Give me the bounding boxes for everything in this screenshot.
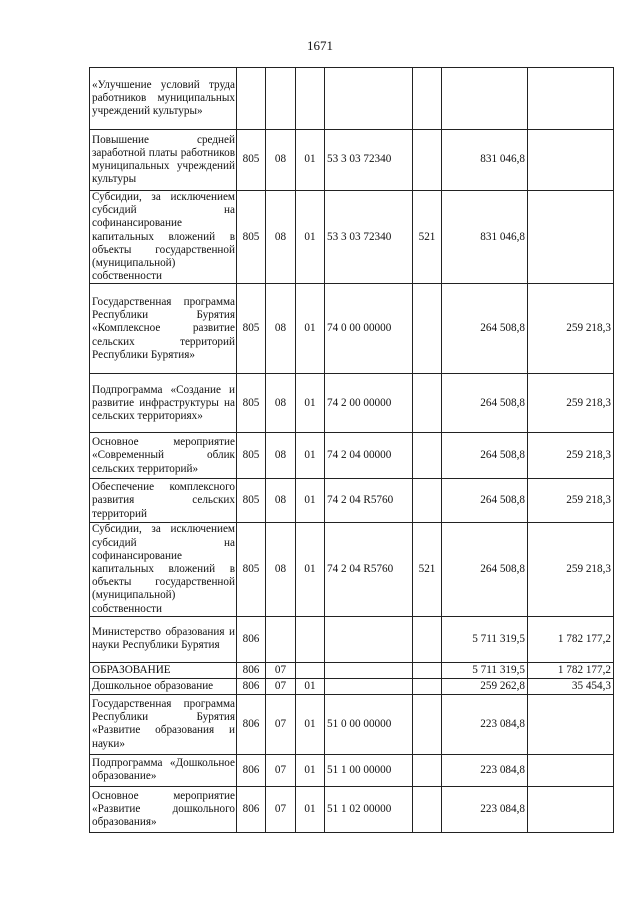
row-vr: 521 — [413, 523, 442, 616]
row-pr: 01 — [296, 754, 325, 786]
row-ved: 806 — [237, 662, 266, 678]
row-csr — [325, 616, 413, 662]
row-rz — [266, 616, 296, 662]
table-row — [90, 130, 614, 191]
table-row — [90, 662, 614, 678]
row-sum2 — [528, 754, 614, 786]
row-ved — [237, 68, 266, 130]
row-name: Повышение средней заработной платы работников муниципальных учреждений культуры — [90, 130, 237, 191]
row-csr: 51 1 00 00000 — [325, 754, 413, 786]
row-vr — [413, 786, 442, 832]
row-name: Подпрограмма «Создание и развитие инфраструктуры на сельских территориях» — [90, 374, 237, 433]
row-sum2: 1 782 177,2 — [528, 662, 614, 678]
row-vr — [413, 130, 442, 191]
row-ved: 805 — [237, 191, 266, 284]
row-rz: 08 — [266, 191, 296, 284]
row-rz: 08 — [266, 479, 296, 523]
table-row — [90, 479, 614, 523]
row-ved: 805 — [237, 433, 266, 479]
row-name: «Улучшение условий труда работников муниципальных учреждений культуры» — [90, 68, 237, 130]
row-ved: 805 — [237, 284, 266, 374]
row-csr: 53 3 03 72340 — [325, 130, 413, 191]
row-sum2 — [528, 191, 614, 284]
row-sum2: 35 454,3 — [528, 678, 614, 694]
row-sum2: 259 218,3 — [528, 523, 614, 616]
row-csr: 74 2 00 00000 — [325, 374, 413, 433]
row-sum1: 5 711 319,5 — [442, 616, 528, 662]
row-sum1: 264 508,8 — [442, 374, 528, 433]
row-sum2: 1 782 177,2 — [528, 616, 614, 662]
row-pr: 01 — [296, 678, 325, 694]
row-name: Подпрограмма «Дошкольное образование» — [90, 754, 237, 786]
table-row — [90, 191, 614, 284]
row-pr: 01 — [296, 130, 325, 191]
row-sum2 — [528, 786, 614, 832]
table-row — [90, 374, 614, 433]
row-csr — [325, 678, 413, 694]
row-rz: 08 — [266, 374, 296, 433]
row-csr: 74 2 04 R5760 — [325, 479, 413, 523]
row-pr: 01 — [296, 786, 325, 832]
row-csr: 51 0 00 00000 — [325, 694, 413, 754]
row-vr — [413, 433, 442, 479]
row-sum1: 831 046,8 — [442, 191, 528, 284]
row-pr — [296, 662, 325, 678]
row-name: Основное мероприятие «Современный облик сельских территорий» — [90, 433, 237, 479]
row-pr: 01 — [296, 694, 325, 754]
table-row — [90, 786, 614, 832]
row-rz: 08 — [266, 433, 296, 479]
row-rz: 07 — [266, 786, 296, 832]
row-sum1: 264 508,8 — [442, 284, 528, 374]
budget-table — [89, 67, 614, 833]
row-pr — [296, 616, 325, 662]
row-sum1: 264 508,8 — [442, 433, 528, 479]
row-sum1: 264 508,8 — [442, 479, 528, 523]
row-vr — [413, 479, 442, 523]
row-name: Государственная программа Республики Бурятия «Комплексное развитие сельских территорий Республики Бурятия» — [90, 284, 237, 374]
row-rz: 08 — [266, 130, 296, 191]
row-sum1: 831 046,8 — [442, 130, 528, 191]
row-sum1: 5 711 319,5 — [442, 662, 528, 678]
row-rz: 08 — [266, 523, 296, 616]
row-csr: 53 3 03 72340 — [325, 191, 413, 284]
row-sum2 — [528, 130, 614, 191]
row-sum1: 223 084,8 — [442, 694, 528, 754]
row-pr — [296, 68, 325, 130]
table-row — [90, 433, 614, 479]
row-ved: 805 — [237, 374, 266, 433]
row-ved: 806 — [237, 694, 266, 754]
row-sum1: 223 084,8 — [442, 754, 528, 786]
row-pr: 01 — [296, 374, 325, 433]
row-name: Основное мероприятие «Развитие дошкольного образования» — [90, 786, 237, 832]
row-vr — [413, 694, 442, 754]
row-rz — [266, 68, 296, 130]
row-rz: 07 — [266, 678, 296, 694]
row-ved: 805 — [237, 479, 266, 523]
row-vr — [413, 284, 442, 374]
row-csr: 51 1 02 00000 — [325, 786, 413, 832]
row-vr — [413, 374, 442, 433]
row-name: Субсидии, за исключением субсидий на софинансирование капитальных вложений в объекты государственной (муниципальной) собственности — [90, 191, 237, 284]
row-ved: 806 — [237, 754, 266, 786]
row-rz: 07 — [266, 754, 296, 786]
row-pr: 01 — [296, 479, 325, 523]
row-vr — [413, 754, 442, 786]
table-row — [90, 284, 614, 374]
row-csr: 74 2 04 00000 — [325, 433, 413, 479]
row-sum2: 259 218,3 — [528, 284, 614, 374]
row-sum1: 259 262,8 — [442, 678, 528, 694]
row-ved: 806 — [237, 616, 266, 662]
row-sum1: 264 508,8 — [442, 523, 528, 616]
row-csr — [325, 68, 413, 130]
row-ved: 806 — [237, 678, 266, 694]
row-rz: 08 — [266, 284, 296, 374]
row-vr — [413, 68, 442, 130]
table-row — [90, 68, 614, 130]
row-sum2: 259 218,3 — [528, 374, 614, 433]
row-pr: 01 — [296, 523, 325, 616]
table-row — [90, 616, 614, 662]
row-sum1 — [442, 68, 528, 130]
table-row — [90, 523, 614, 616]
row-name: Государственная программа Республики Бурятия «Развитие образования и науки» — [90, 694, 237, 754]
row-sum2: 259 218,3 — [528, 433, 614, 479]
row-csr: 74 2 04 R5760 — [325, 523, 413, 616]
table-row — [90, 694, 614, 754]
row-ved: 805 — [237, 130, 266, 191]
row-sum1: 223 084,8 — [442, 786, 528, 832]
row-sum2 — [528, 694, 614, 754]
row-rz: 07 — [266, 694, 296, 754]
table-row — [90, 678, 614, 694]
row-sum2 — [528, 68, 614, 130]
row-vr — [413, 678, 442, 694]
row-name: Субсидии, за исключением субсидий на софинансирование капитальных вложений в объекты государственной (муниципальной) собственности — [90, 523, 237, 616]
row-pr: 01 — [296, 433, 325, 479]
row-ved: 805 — [237, 523, 266, 616]
row-ved: 806 — [237, 786, 266, 832]
row-name: Дошкольное образование — [90, 678, 237, 694]
row-vr — [413, 616, 442, 662]
row-vr — [413, 662, 442, 678]
row-name: Обеспечение комплексного развития сельских территорий — [90, 479, 237, 523]
row-pr: 01 — [296, 284, 325, 374]
row-name: Министерство образования и науки Республики Бурятия — [90, 616, 237, 662]
row-sum2: 259 218,3 — [528, 479, 614, 523]
row-csr: 74 0 00 00000 — [325, 284, 413, 374]
row-vr: 521 — [413, 191, 442, 284]
row-rz: 07 — [266, 662, 296, 678]
table-row — [90, 754, 614, 786]
row-name: ОБРАЗОВАНИЕ — [90, 662, 237, 678]
row-pr: 01 — [296, 191, 325, 284]
row-csr — [325, 662, 413, 678]
page-number: 1671 — [307, 38, 333, 53]
